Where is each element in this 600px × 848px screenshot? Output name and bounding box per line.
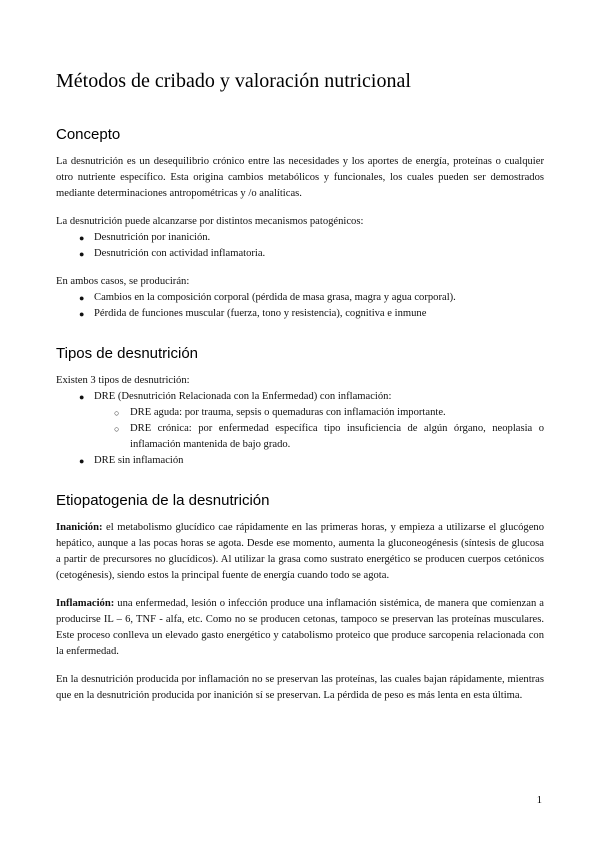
hollow-bullet-icon: ○ — [114, 424, 120, 434]
effects-list — [56, 290, 544, 322]
list-item — [56, 246, 544, 262]
bullet-icon: ● — [79, 249, 85, 259]
list-item-text: DRE sin inflamación — [94, 455, 184, 466]
bullet-icon: ● — [79, 456, 85, 466]
concepto-paragraph-1: La desnutrición es un desequilibrio crónico entre las necesidades y los aportes de energía, proteínas o cualquier otro nutriente específico. Esta origina cambios metabólicos y funcionales, los cuales pueden ser demostrados mediante determinaciones antropométricas y /o analíticas. — [56, 156, 544, 199]
list-item — [56, 290, 544, 306]
section-etiopatogenia — [56, 491, 544, 704]
section-concepto — [56, 125, 544, 322]
section-heading-tipos: Tipos de desnutrición — [56, 345, 199, 362]
paragraph-gap — [56, 202, 544, 214]
paragraph-gap — [56, 584, 544, 596]
comparison-paragraph: En la desnutrición producida por inflamación no se preservan las proteínas, las cuales bajan rápidamente, mientras que en la desnutrición producida por inanición sí se preservan. La pérdida de peso es más lenta en esta última. — [56, 674, 544, 701]
paragraph-gap — [56, 262, 544, 274]
list-item — [56, 306, 544, 322]
list-item-text: DRE (Desnutrición Relacionada con la Enfermedad) con inflamación: — [94, 391, 392, 402]
section-tipos — [56, 344, 544, 469]
bullet-icon: ● — [79, 233, 85, 243]
concepto-paragraph-2: La desnutrición puede alcanzarse por distintos mecanismos patogénicos: — [56, 216, 364, 227]
bullet-icon: ● — [79, 392, 85, 402]
list-item-text: Cambios en la composición corporal (pérdida de masa grasa, magra y agua corporal). — [94, 292, 456, 303]
list-item-text: Desnutrición por inanición. — [94, 232, 211, 243]
inflamacion-paragraph — [56, 596, 544, 660]
concepto-paragraph-3: En ambos casos, se producirán: — [56, 276, 190, 287]
list-item — [56, 453, 544, 469]
document-title: Métodos de cribado y valoración nutricional — [56, 70, 411, 92]
paragraph-gap — [56, 660, 544, 672]
inanicion-paragraph — [56, 520, 544, 584]
page-number: 1 — [536, 795, 542, 806]
inflamacion-label: Inflamación: — [56, 598, 115, 609]
list-item-text: DRE aguda: por trauma, sepsis o quemaduras con inflamación importante. — [130, 407, 446, 418]
inflamacion-text: una enfermedad, lesión o infección produce una inflamación sistémica, de manera que comienzan a producirse IL – 6, TNF - alfa, etc. Como no se producen cetonas, tampoco se preservan las proteínas musculares. Este proceso conlleva un elevado gasto energético y catabolismo proteico que produce sarcopenia relacionada con la enfermedad. — [56, 598, 544, 657]
list-item-text: Pérdida de funciones muscular (fuerza, tono y resistencia), cognitiva e inmune — [94, 308, 427, 319]
list-item-text: Desnutrición con actividad inflamatoria. — [94, 248, 266, 259]
tipos-intro: Existen 3 tipos de desnutrición: — [56, 375, 190, 386]
mechanisms-list — [56, 230, 544, 262]
bullet-icon: ● — [79, 309, 85, 319]
list-item — [56, 421, 544, 453]
list-item-text: DRE crónica: por enfermedad específica tipo insuficiencia de algún órgano, neoplasia o inflamación mantenida de bajo grado. — [130, 423, 544, 450]
inanicion-label: Inanición: — [56, 522, 103, 533]
hollow-bullet-icon: ○ — [114, 408, 120, 418]
section-heading-etiopatogenia: Etiopatogenia de la desnutrición — [56, 492, 270, 509]
list-item — [56, 389, 544, 405]
types-list — [56, 389, 544, 469]
list-item — [56, 405, 544, 421]
list-item — [56, 230, 544, 246]
section-heading-concepto: Concepto — [56, 126, 121, 143]
inanicion-text: el metabolismo glucídico cae rápidamente en las primeras horas, y empieza a utilizarse el glucógeno hepático, aunque a las pocas horas se agota. Desde ese momento, aumenta la gluconeogénesis (síntesis de glucosa a partir de precursores no glucídicos). Al utilizar la grasa como sustrato energético se producen cuerpos cetónicos (cetogénesis), siendo estos la principal fuente de energía cuando todo se agota. — [56, 522, 544, 581]
bullet-icon: ● — [79, 293, 85, 303]
